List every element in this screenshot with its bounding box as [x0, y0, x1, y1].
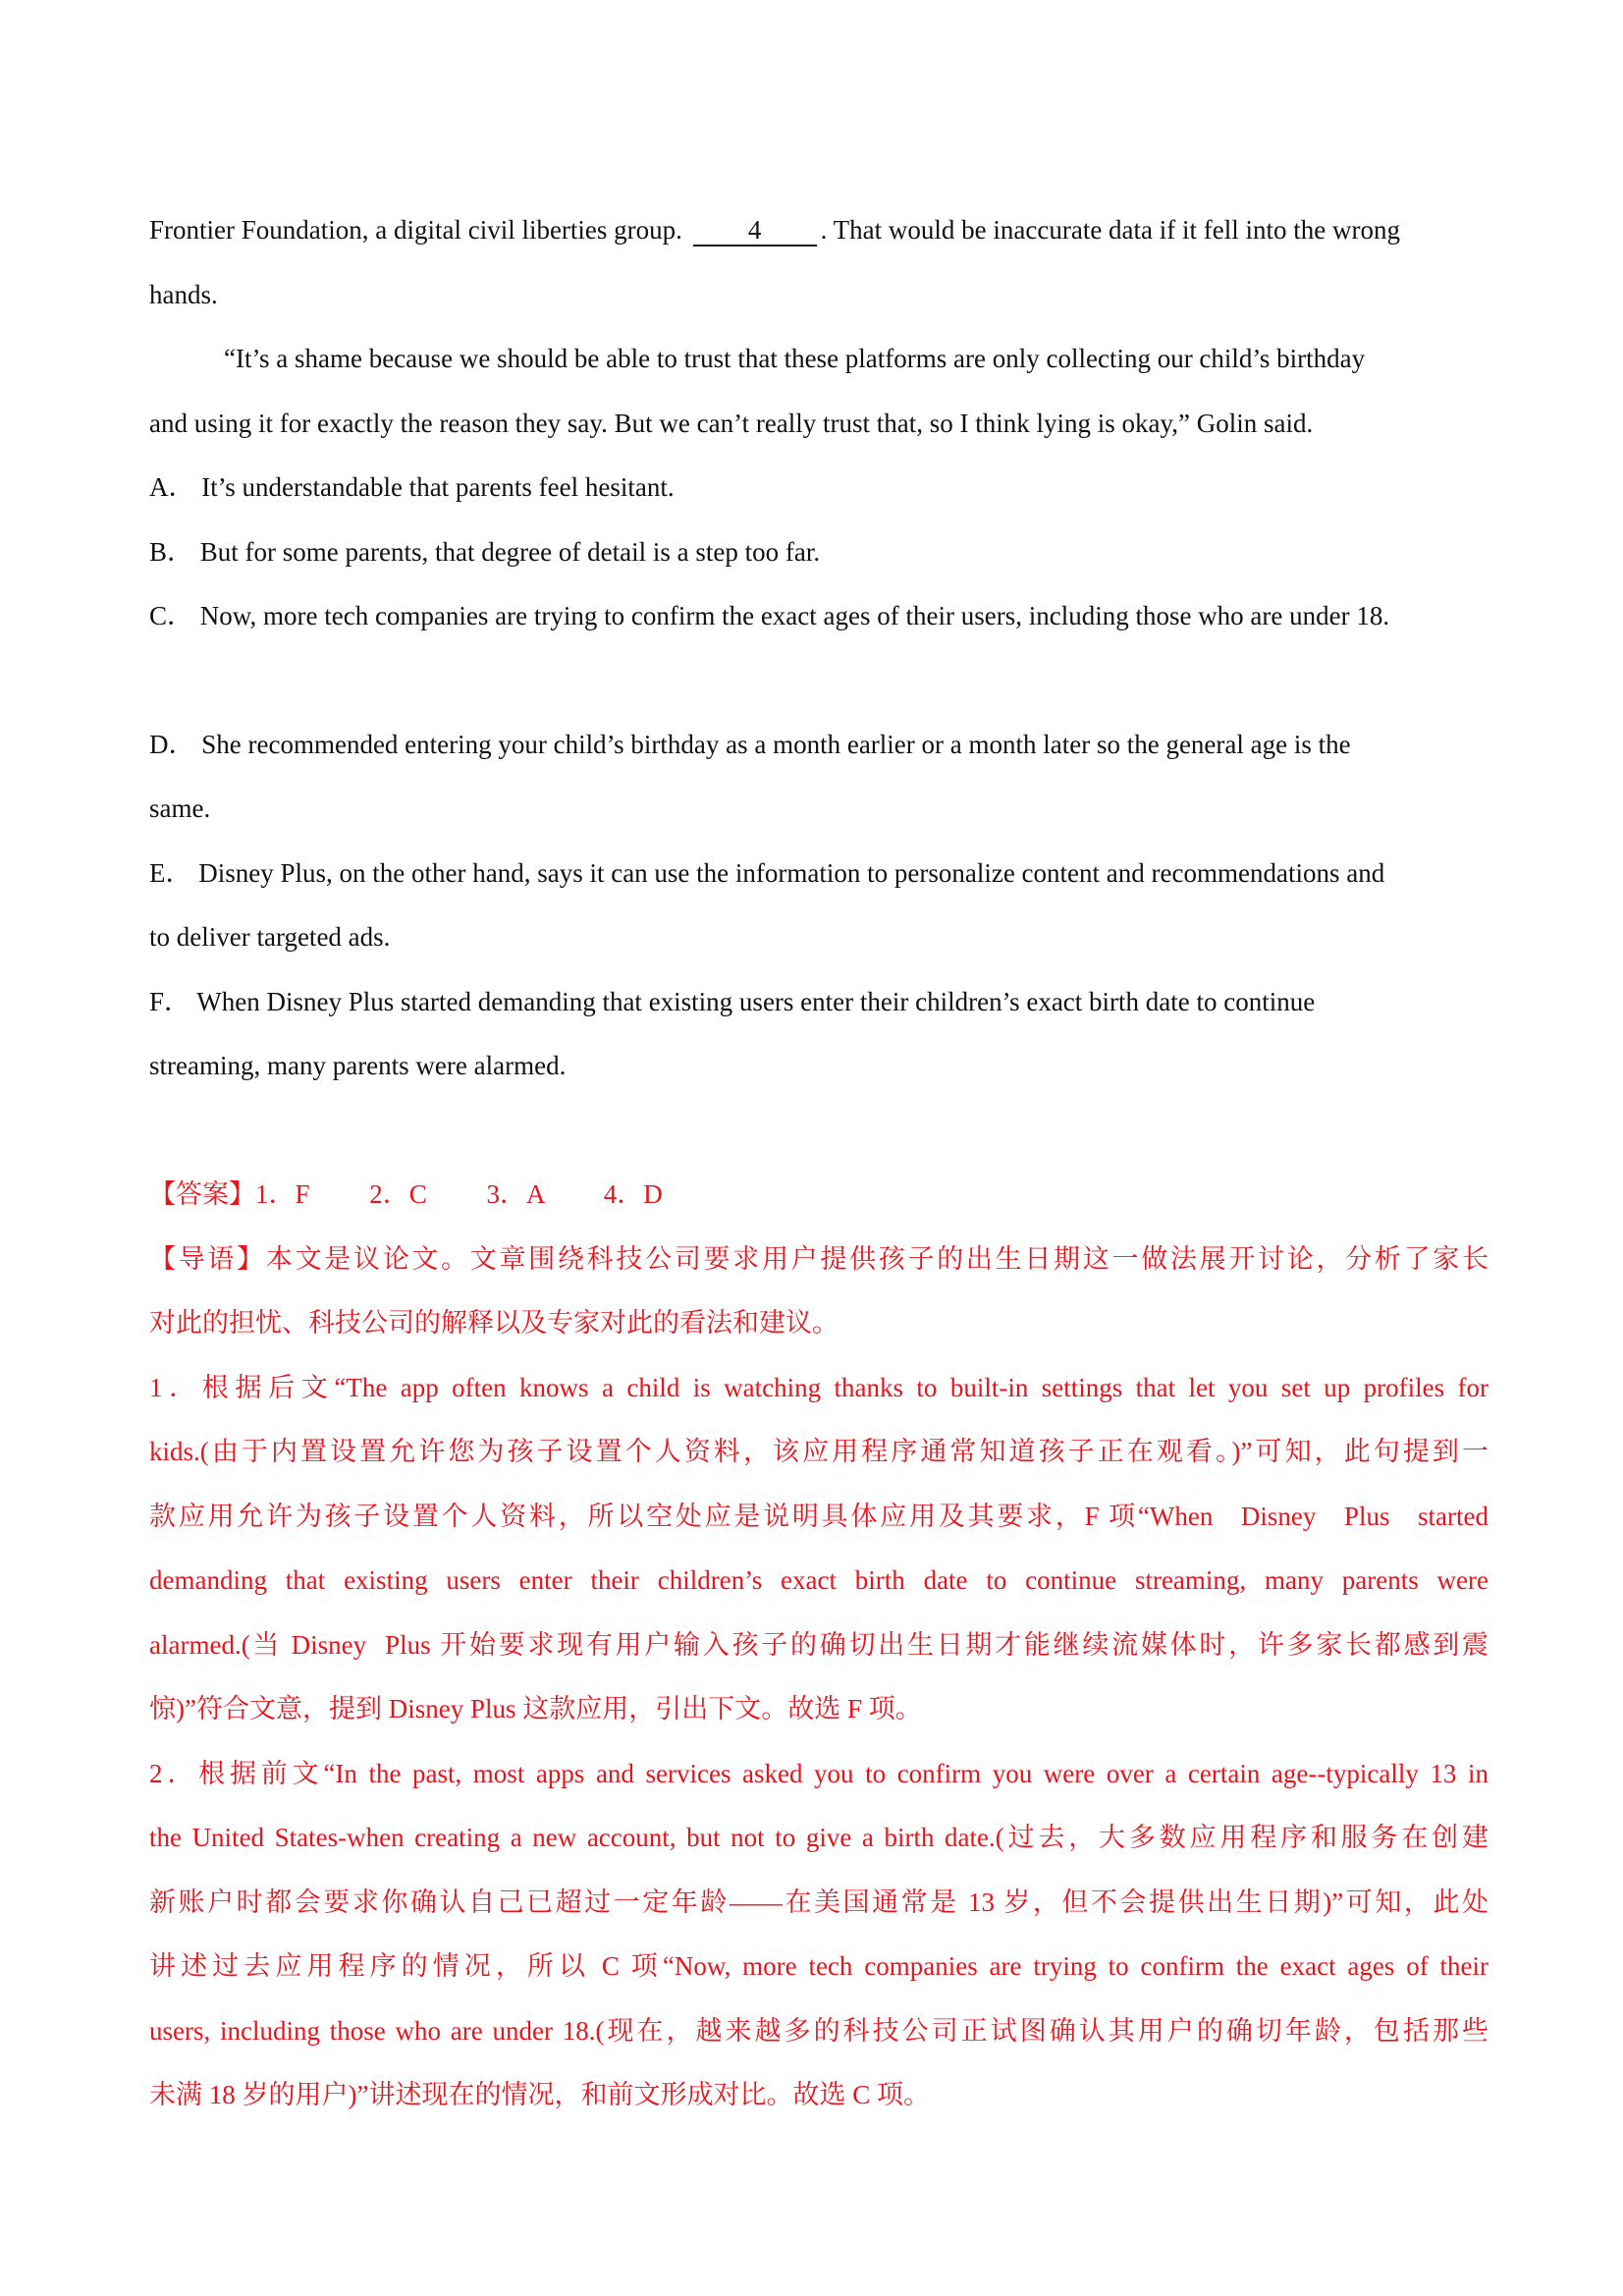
option-b: B． But for some parents, that degree of detail is a step too far.	[149, 537, 821, 567]
option-f-cont: streaming, many parents were alarmed.	[149, 1051, 567, 1080]
option-c: C． Now, more tech companies are trying to confirm the exact ages of their users, including those who are under 18.	[149, 601, 1390, 630]
blank-4: 4	[693, 215, 817, 246]
guide-line-2: 对此的担忧、科技公司的解释以及专家对此的看法和建议。	[149, 1308, 839, 1338]
option-f: F． When Disney Plus started demanding that existing users enter their children’s exact birth date to continue	[149, 987, 1316, 1016]
guide-label: 【导语】	[149, 1244, 266, 1274]
option-a: A． It’s understandable that parents feel hesitant.	[149, 472, 675, 502]
option-e: E． Disney Plus, on the other hand, says it can use the information to personalize content and recommendations and	[149, 858, 1385, 888]
explain-1-line: alarmed.(当 Disney Plus 开始要求现有用户输入孩子的确切出生日期才能继续流媒体时，许多家长都感到震	[149, 1630, 1488, 1660]
passage-line-1	[149, 210, 1400, 249]
passage-paragraph-line: “It’s a shame because we should be able to trust that these platforms are only collecting our child’s birthday	[224, 344, 1366, 373]
guide-line-1	[149, 1239, 1488, 1279]
passage-text: Frontier Foundation, a digital civil liberties group.	[149, 215, 682, 245]
passage-text: . That would be inaccurate data if it fell into the wrong	[820, 215, 1400, 245]
answer-line	[149, 1175, 663, 1214]
explain-1-line: kids.(由于内置设置允许您为孩子设置个人资料，该应用程序通常知道孩子正在观看。)”可知，此句提到一	[149, 1437, 1488, 1466]
explain-2-line: 新账户时都会要求你确认自己已超过一定年龄——在美国通常是 13 岁，但不会提供出生日期)”可知，此处	[149, 1887, 1488, 1917]
explain-1-line: 惊)”符合文意，提到 Disney Plus 这款应用，引出下文。故选 F 项。	[149, 1694, 922, 1723]
option-e-cont: to deliver targeted ads.	[149, 922, 391, 952]
explain-2-line: 2．根据前文“In the past, most apps and services asked you to confirm you were over a certain age--typically 13 in	[149, 1759, 1488, 1788]
explain-2-line: 未满 18 岁的用户)”讲述现在的情况，和前文形成对比。故选 C 项。	[149, 2080, 930, 2109]
explain-2-line: users, including those who are under 18.(现在，越来越多的科技公司正试图确认其用户的确切年龄，包括那些	[149, 2016, 1488, 2046]
explain-1-line: 1．根据后文“The app often knows a child is watching thanks to built-in settings that let you set up profiles for	[149, 1373, 1488, 1402]
answer-label: 【答案】	[149, 1179, 255, 1209]
explain-1-line: 款应用允许为孩子设置个人资料，所以空处应是说明具体应用及其要求，F 项“When Disney Plus started	[149, 1502, 1488, 1531]
option-d: D． She recommended entering your child’s birthday as a month earlier or a month later so the general age is the	[149, 730, 1351, 759]
passage-line-2: hands.	[149, 280, 218, 309]
option-d-cont: same.	[149, 793, 211, 823]
passage-paragraph-line: and using it for exactly the reason they say. But we can’t really trust that, so I think lying is okay,” Golin said.	[149, 409, 1314, 438]
answer-text: 1．F 2．C 3．A 4．D	[255, 1179, 663, 1209]
explain-2-line: the United States-when creating a new account, but not to give a birth date.(过去，大多数应用程序和服务在创建	[149, 1823, 1488, 1852]
guide-text: 本文是议论文。文章围绕科技公司要求用户提供孩子的出生日期这一做法展开讨论，分析了家长	[265, 1244, 1489, 1274]
explain-1-line: demanding that existing users enter their children’s exact birth date to continue streaming, many parents were	[149, 1565, 1488, 1595]
explain-2-line: 讲述过去应用程序的情况，所以 C 项“Now, more tech companies are trying to confirm the exact ages of their	[149, 1951, 1488, 1981]
